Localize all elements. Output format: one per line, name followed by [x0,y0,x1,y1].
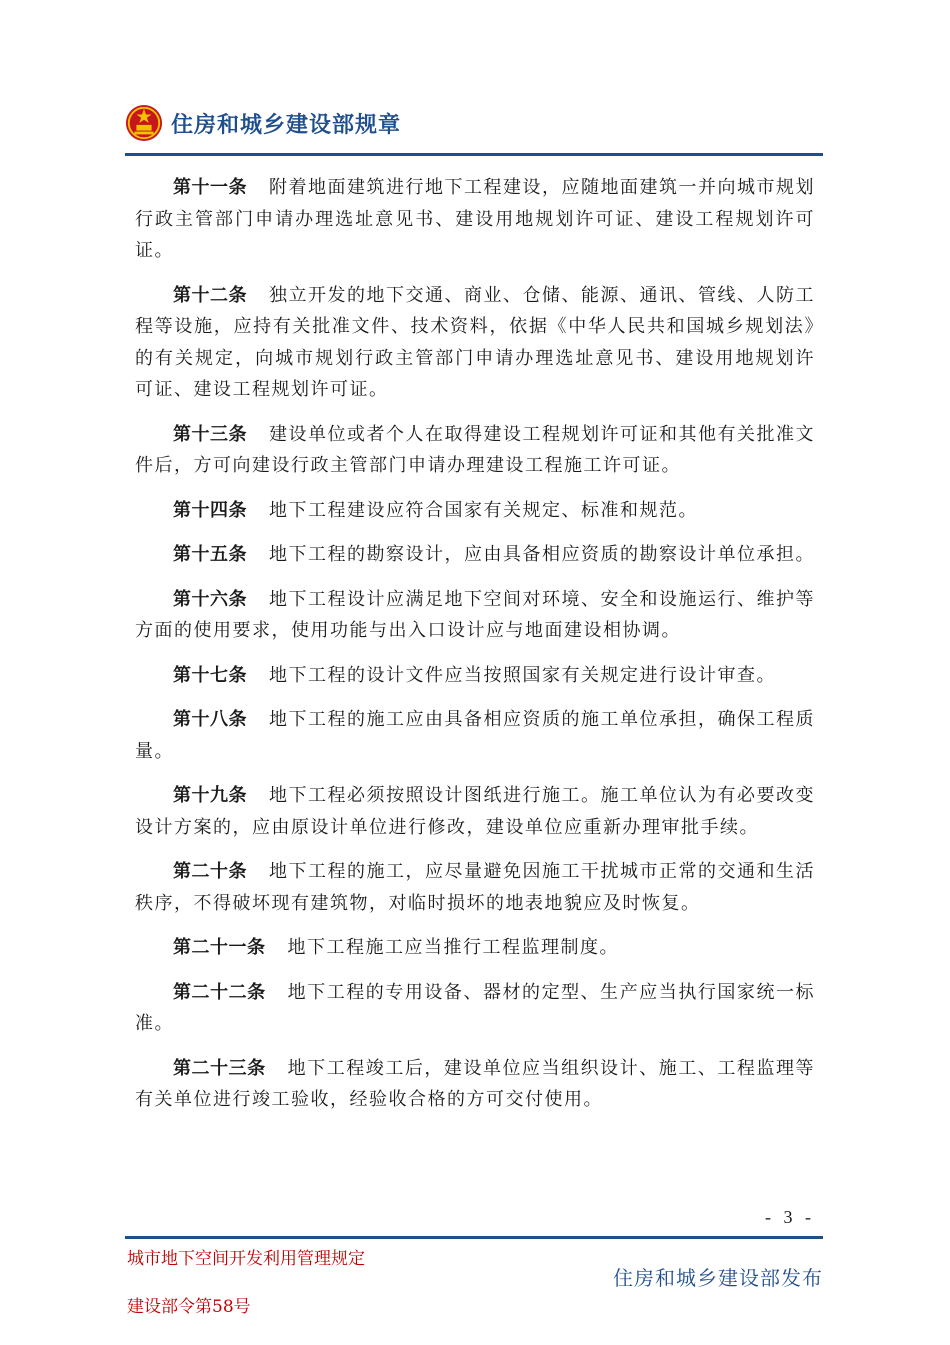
article-number: 第十八条 [173,709,247,730]
article-text: 附着地面建筑进行地下工程建设，应随地面建筑一并向城市规划行政主管部门申请办理选址意见书、建设用地规划许可证、建设工程规划许可证。 [135,177,815,261]
article-text: 地下工程的施工，应尽量避免因施工干扰城市正常的交通和生活秩序，不得破坏现有建筑物，对临时损坏的地表地貌应及时恢复。 [135,861,815,914]
article-number: 第十五条 [173,544,247,565]
article-number: 第十三条 [173,423,247,445]
document-body [135,172,815,1129]
page-number: - 3 - [765,1207,815,1227]
article-number: 第二十二条 [173,981,266,1003]
article [135,932,815,964]
article-number: 第十六条 [173,588,247,610]
article [135,977,815,1040]
article-text: 建设单位或者个人在取得建设工程规划许可证和其他有关批准文件后，方可向建设行政主管部门申请办理建设工程施工许可证。 [135,423,815,476]
national-emblem-icon [125,104,163,142]
article-number: 第十四条 [173,499,247,521]
header-divider [125,153,823,156]
article [135,856,815,919]
article-text: 地下工程的专用设备、器材的定型、生产应当执行国家统一标准。 [135,981,816,1034]
article-number: 第十七条 [173,664,247,686]
article [135,584,815,647]
article [135,495,815,527]
article [135,280,815,406]
article-number: 第十九条 [173,785,247,806]
article-text: 地下工程竣工后，建设单位应当组织设计、施工、工程监理等有关单位进行竣工验收，经验收合格的方可交付使用。 [135,1057,816,1110]
footer-publisher: 住房和城乡建设部发布 [613,1266,823,1290]
article-number: 第二十条 [173,861,247,882]
article [135,660,815,692]
article [135,172,815,267]
footer-divider [125,1236,823,1239]
article-text: 地下工程的施工应由具备相应资质的施工单位承担，确保工程质量。 [135,709,815,762]
article-text: 地下工程建设应符合国家有关规定、标准和规范。 [269,499,698,521]
page-header [125,100,823,160]
article-text: 地下工程的设计文件应当按照国家有关规定进行设计审查。 [269,664,776,686]
article [135,419,815,482]
article-number: 第十一条 [173,177,247,198]
footer-document-title: 城市地下空间开发利用管理规定 [127,1249,365,1269]
article-text: 地下工程施工应当推行工程监理制度。 [287,937,619,958]
article-text: 地下工程的勘察设计，应由具备相应资质的勘察设计单位承担。 [269,544,815,565]
article-number: 第二十一条 [173,937,266,958]
article-text: 独立开发的地下交通、商业、仓储、能源、通讯、管线、人防工程等设施，应持有关批准文件、技术资料，依据《中华人民共和国城乡规划法》的有关规定，向城市规划行政主管部门申请办理选址意见书、建设用地规划许可证、建设工程规划许可证。 [135,284,815,400]
article-number: 第十二条 [173,284,247,306]
page-header-title: 住房和城乡建设部规章 [171,113,402,138]
article [135,704,815,767]
article [135,539,815,571]
footer-order-number: 建设部令第58号 [127,1297,251,1317]
article-text: 地下工程设计应满足地下空间对环境、安全和设施运行、维护等方面的使用要求，使用功能与出入口设计应与地面建设相协调。 [135,588,815,641]
article [135,780,815,843]
article-number: 第二十三条 [173,1057,266,1079]
article [135,1053,815,1116]
article-text: 地下工程必须按照设计图纸进行施工。施工单位认为有必要改变设计方案的，应由原设计单位进行修改，建设单位应重新办理审批手续。 [135,785,815,838]
